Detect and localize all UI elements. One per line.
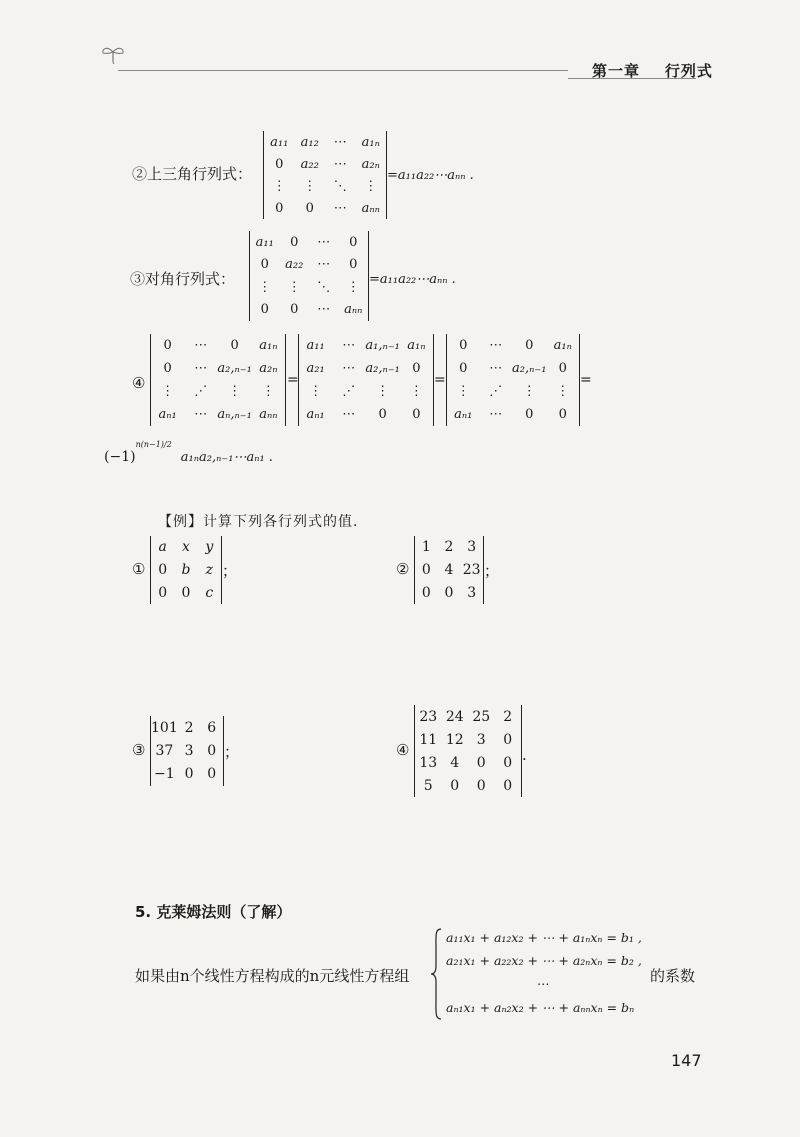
matrix-cell: 0 <box>163 361 172 376</box>
anti-diagonal-product: a₁ₙa₂,ₙ₋₁⋯aₙ₁ . <box>180 450 273 465</box>
matrix-cell: 13 <box>419 754 438 771</box>
equals-sign-3: = <box>580 372 592 388</box>
matrix-cell: y <box>205 539 214 556</box>
example-title: 【例】计算下列各行列式的值． <box>158 514 368 530</box>
matrix-cell: ⋱ <box>317 279 331 295</box>
matrix-cell: aₙₙ <box>344 302 363 318</box>
matrix-cell: ⋮ <box>261 384 275 399</box>
matrix-cell: a₁ₙ <box>361 134 380 150</box>
matrix-cell: ⋯ <box>342 338 356 353</box>
matrix-cell: a₂,ₙ₋₁ <box>217 361 252 376</box>
matrix-cell: 0 <box>275 156 284 172</box>
matrix-cell: 3 <box>467 539 477 556</box>
matrix-cell: 0 <box>503 777 513 794</box>
header-rule <box>118 70 568 71</box>
matrix-cell: ⋯ <box>317 302 331 318</box>
system-equation: aₙ₁x₁ + aₙ₂x₂ + ⋯ + aₙₙxₙ = bₙ <box>446 1000 635 1015</box>
matrix-cell: ⋮ <box>309 384 323 399</box>
matrix-cell: 11 <box>419 731 438 748</box>
matrix-cell: 0 <box>163 338 172 353</box>
upper-triangular-result: =a₁₁a₂₂⋯aₙₙ . <box>387 168 474 183</box>
equals-sign-1: = <box>287 372 299 388</box>
page-number: 147 <box>671 1051 702 1070</box>
anti-diagonal-determinant-1 <box>150 334 286 426</box>
chapter-number: 第一章 <box>592 62 641 80</box>
matrix-cell: 0 <box>184 766 194 783</box>
matrix-cell: 3 <box>476 731 486 748</box>
upper-triangular-label: ②上三角行列式： <box>132 165 253 183</box>
matrix-cell: a₂,ₙ₋₁ <box>512 361 547 376</box>
matrix-cell: a₂,ₙ₋₁ <box>365 361 400 376</box>
diagonal-result: =a₁₁a₂₂⋯aₙₙ . <box>369 272 456 287</box>
diagonal-label: ③对角行列式： <box>130 270 236 288</box>
matrix-cell: c <box>205 584 214 601</box>
matrix-cell: 4 <box>444 561 454 578</box>
matrix-cell: 0 <box>207 742 217 759</box>
example-3-determinant <box>150 716 224 786</box>
example-1-suffix: ； <box>222 562 238 580</box>
linear-system <box>442 928 642 1020</box>
example-2-suffix: ； <box>484 562 500 580</box>
matrix-cell: ⋯ <box>333 134 347 150</box>
matrix-cell: aₙ₁ <box>454 407 473 422</box>
matrix-cell: 0 <box>525 407 534 422</box>
matrix-cell: 4 <box>450 754 460 771</box>
example-3-label: ③ <box>132 741 146 759</box>
matrix-cell: a₁,ₙ₋₁ <box>365 338 400 353</box>
matrix-cell: 2 <box>503 708 513 725</box>
matrix-cell: aₙ₁ <box>306 407 325 422</box>
matrix-cell: −1 <box>154 766 175 783</box>
matrix-cell: a₂ₙ <box>361 156 380 172</box>
matrix-cell: 12 <box>445 731 464 748</box>
matrix-cell: 3 <box>184 742 194 759</box>
matrix-cell: 0 <box>450 777 460 794</box>
matrix-cell: aₙₙ <box>259 407 278 422</box>
matrix-cell: ⋮ <box>376 384 390 399</box>
cramer-tail: 的系数 <box>650 967 696 985</box>
chapter-title: 行列式 <box>664 62 713 80</box>
matrix-cell: 0 <box>412 407 421 422</box>
matrix-cell: 0 <box>275 200 284 216</box>
system-equation: ⋯ <box>537 976 550 991</box>
anti-diagonal-determinant-3 <box>446 334 580 426</box>
anti-diagonal-label: ④ <box>132 374 146 392</box>
matrix-cell: ⋰ <box>194 384 208 399</box>
matrix-cell: 3 <box>467 584 477 601</box>
sign-exponent: n(n−1)/2 <box>135 439 172 449</box>
matrix-cell: ⋯ <box>489 338 503 353</box>
matrix-cell: a₁ₙ <box>407 338 426 353</box>
matrix-cell: ⋯ <box>333 156 347 172</box>
matrix-cell: 0 <box>230 338 239 353</box>
matrix-cell: 0 <box>158 561 168 578</box>
matrix-cell: 6 <box>207 719 217 736</box>
sign-base: (−1) <box>104 449 136 465</box>
matrix-cell: b <box>181 561 191 578</box>
matrix-cell: 0 <box>349 257 358 273</box>
example-3-suffix: ； <box>224 743 240 761</box>
matrix-cell: aₙ,ₙ₋₁ <box>217 407 252 422</box>
matrix-cell: 0 <box>290 302 299 318</box>
example-1-label: ① <box>132 560 146 578</box>
diagonal-determinant <box>249 231 369 321</box>
matrix-cell: ⋯ <box>194 338 208 353</box>
matrix-cell: a₁₁ <box>255 234 274 250</box>
matrix-cell: ⋮ <box>287 279 301 295</box>
example-4-determinant <box>414 705 522 797</box>
matrix-cell: 0 <box>421 561 431 578</box>
matrix-cell: 0 <box>421 584 431 601</box>
matrix-cell: a₂₂ <box>300 156 319 172</box>
example-1-determinant <box>150 536 222 604</box>
matrix-cell: z <box>205 561 214 578</box>
system-left-brace <box>430 928 442 1020</box>
matrix-cell: ⋯ <box>333 200 347 216</box>
sprout-icon <box>100 44 126 64</box>
matrix-cell: 101 <box>151 719 178 736</box>
matrix-cell: ⋮ <box>556 384 570 399</box>
matrix-cell: ⋯ <box>489 407 503 422</box>
matrix-cell: 0 <box>558 407 567 422</box>
matrix-cell: 37 <box>155 742 174 759</box>
matrix-cell: ⋮ <box>228 384 242 399</box>
matrix-cell: ⋮ <box>522 384 536 399</box>
matrix-cell: aₙₙ <box>361 200 380 216</box>
matrix-cell: 0 <box>444 584 454 601</box>
section-title: 5. 克莱姆法则（了解） <box>135 903 292 921</box>
matrix-cell: a₂₂ <box>285 257 304 273</box>
example-2-label: ② <box>396 560 410 578</box>
matrix-cell: a₁ₙ <box>553 338 572 353</box>
matrix-cell: 0 <box>476 754 486 771</box>
matrix-cell: a <box>158 539 167 556</box>
matrix-cell: ⋮ <box>161 384 175 399</box>
matrix-cell: aₙ₁ <box>158 407 177 422</box>
system-equation: a₁₁x₁ + a₁₂x₂ + ⋯ + a₁ₙxₙ = b₁ , <box>446 930 642 945</box>
matrix-cell: 25 <box>472 708 491 725</box>
matrix-cell: 0 <box>459 338 468 353</box>
matrix-cell: ⋮ <box>303 178 317 194</box>
matrix-cell: ⋰ <box>342 384 356 399</box>
matrix-cell: 1 <box>421 539 431 556</box>
matrix-cell: 23 <box>419 708 438 725</box>
matrix-cell: ⋮ <box>258 279 272 295</box>
matrix-cell: ⋯ <box>342 407 356 422</box>
matrix-cell: x <box>182 539 190 556</box>
matrix-cell: 0 <box>260 302 269 318</box>
matrix-cell: 0 <box>503 754 513 771</box>
matrix-cell: 0 <box>305 200 314 216</box>
anti-diagonal-result <box>104 439 273 465</box>
matrix-cell: a₁₁ <box>270 134 289 150</box>
matrix-cell: ⋮ <box>456 384 470 399</box>
matrix-cell: 0 <box>459 361 468 376</box>
matrix-cell: a₁ₙ <box>259 338 278 353</box>
matrix-cell: 2 <box>184 719 194 736</box>
matrix-cell: 0 <box>378 407 387 422</box>
matrix-cell: a₂₁ <box>306 361 325 376</box>
matrix-cell: ⋯ <box>342 361 356 376</box>
cramer-intro: 如果由n个线性方程构成的n元线性方程组 <box>135 967 410 985</box>
matrix-cell: 0 <box>503 731 513 748</box>
system-equation: a₂₁x₁ + a₂₂x₂ + ⋯ + a₂ₙxₙ = b₂ , <box>446 953 642 968</box>
matrix-cell: ⋮ <box>346 279 360 295</box>
example-2-determinant <box>414 536 484 604</box>
matrix-cell: a₂ₙ <box>259 361 278 376</box>
matrix-cell: 0 <box>260 257 269 273</box>
matrix-cell: 2 <box>444 539 454 556</box>
matrix-cell: 23 <box>462 561 481 578</box>
matrix-cell: 0 <box>476 777 486 794</box>
matrix-cell: 0 <box>525 338 534 353</box>
matrix-cell: 0 <box>207 766 217 783</box>
matrix-cell: a₁₂ <box>300 134 319 150</box>
matrix-cell: ⋮ <box>272 178 286 194</box>
matrix-cell: ⋯ <box>317 234 331 250</box>
matrix-cell: ⋮ <box>409 384 423 399</box>
matrix-cell: 0 <box>158 584 168 601</box>
matrix-cell: 5 <box>423 777 433 794</box>
matrix-cell: 0 <box>412 361 421 376</box>
matrix-cell: 0 <box>349 234 358 250</box>
example-4-label: ④ <box>396 741 410 759</box>
matrix-cell: 0 <box>290 234 299 250</box>
matrix-cell: ⋯ <box>489 361 503 376</box>
matrix-cell: a₁₁ <box>306 338 325 353</box>
matrix-cell: 24 <box>445 708 464 725</box>
example-4-suffix: . <box>522 746 527 764</box>
matrix-cell: 0 <box>558 361 567 376</box>
matrix-cell: ⋯ <box>194 407 208 422</box>
matrix-cell: ⋱ <box>333 178 347 194</box>
matrix-cell: ⋰ <box>489 384 503 399</box>
anti-diagonal-determinant-2 <box>298 334 434 426</box>
matrix-cell: ⋮ <box>364 178 378 194</box>
equals-sign-2: = <box>434 372 446 388</box>
matrix-cell: 0 <box>181 584 191 601</box>
upper-triangular-determinant <box>263 131 387 219</box>
matrix-cell: ⋯ <box>317 257 331 273</box>
chapter-header <box>592 60 713 81</box>
matrix-cell: ⋯ <box>194 361 208 376</box>
